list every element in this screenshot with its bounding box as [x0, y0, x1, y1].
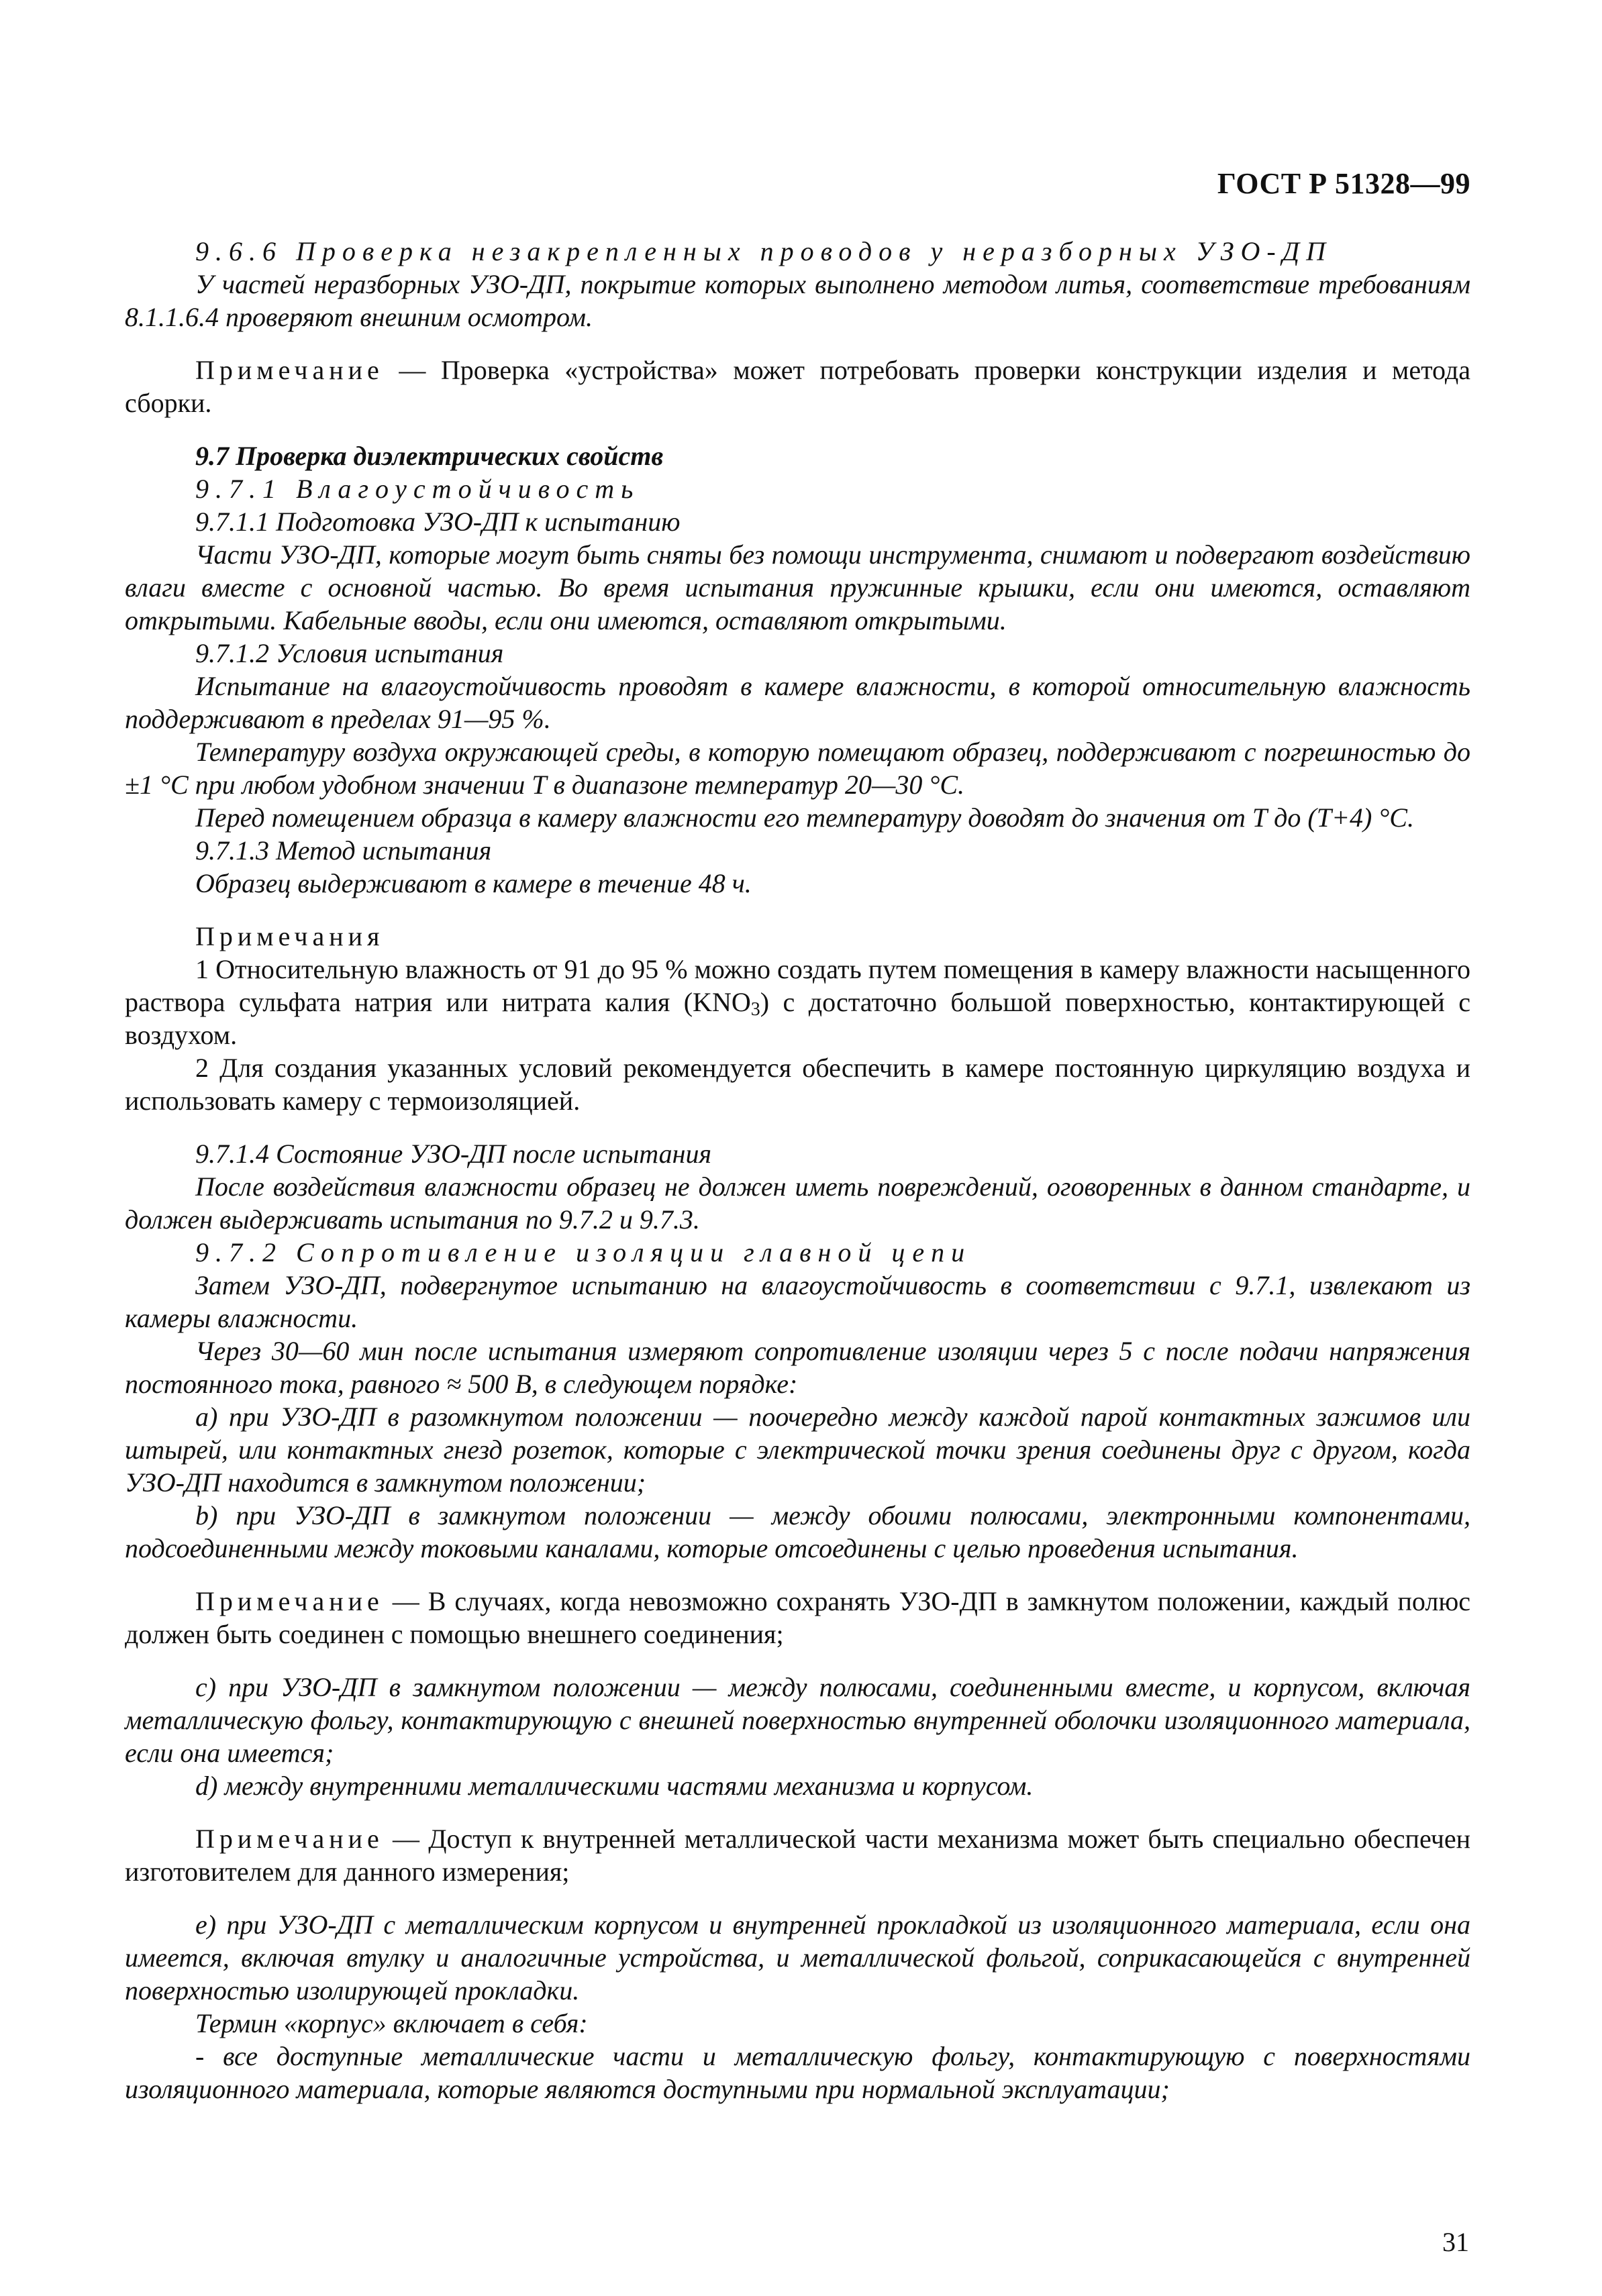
- notes-2-item-1: 1 Относительную влажность от 91 до 95 % можно создать путем помещения в камеру влажности насыщенного раствора сульфата натрия или нитрата калия $(KNO_3)$ с достаточно большой поверхностью, контактирующей с воздухом.: [125, 954, 1470, 1050]
- section-9-7-1-2-title: 9.7.1.2 Условия испытания: [195, 638, 504, 668]
- section-9-7-2-p2: Через 30—60 мин после испытания измеряют сопротивление изоляции через 5 с после подачи напряжения постоянного тока, равного ≈ 500 В, в следующем порядке:: [125, 1336, 1470, 1399]
- section-9-7-1-3-body: Образец выдерживают в камере в течение 48 ч.: [195, 868, 752, 898]
- section-9-6-6-body: У частей неразборных УЗО-ДП, покрытие которых выполнено методом литья, соответствие требованиям 8.1.1.6.4 проверяют внешним осмотром.: [125, 269, 1470, 332]
- document-body: [125, 235, 1470, 2105]
- section-9-7-1-1-body: Части УЗО-ДП, которые могут быть сняты без помощи инструмента, снимают и подвергают воздействию влаги вместе с основной частью. Во время испытания пружинные крышки, если они имеются, оставляют открытыми. Кабельные вводы, если они имеются, оставляют открытыми.: [125, 539, 1470, 635]
- note-4: [125, 1822, 1470, 1888]
- term-housing: Термин «корпус» включает в себя:: [195, 2008, 588, 2038]
- note-text: — Доступ к внутренней металлической части механизма может быть специально обеспечен изготовителем для данного измерения;: [125, 1824, 1471, 1887]
- section-9-7-2-item-b: b) при УЗО-ДП в замкнутом положении — между обоими полюсами, электронными компонентами, подсоединенными между токовыми каналами, которые отсоединены с целью проведения испытания.: [125, 1500, 1470, 1563]
- section-9-6-6-title: 9.6.6 Проверка незакрепленных проводов у неразборных УЗО-ДП: [195, 236, 1332, 266]
- note-label: Примечание: [195, 1824, 384, 1854]
- note-text: — Проверка «устройства» может потребовать проверки конструкции изделия и метода сборки.: [125, 355, 1471, 418]
- section-9-7-2-item-c: c) при УЗО-ДП в замкнутом положении — между полюсами, соединенными вместе, и корпусом, включая металлическую фольгу, контактирующую с внешней поверхностью внутренней оболочки изоляционного материала, если она имеется;: [125, 1672, 1470, 1768]
- section-9-7-1-4-title: 9.7.1.4 Состояние УЗО-ДП после испытания: [195, 1139, 712, 1169]
- note-1: [125, 354, 1470, 419]
- notes-2-item-2: 2 Для создания указанных условий рекомендуется обеспечить в камере постоянную циркуляцию воздуха и использовать камеру с термоизоляцией.: [125, 1053, 1470, 1116]
- section-9-7-2-p1: Затем УЗО-ДП, подвергнутое испытанию на влагоустойчивость в соответствии с 9.7.1, извлекают из камеры влажности.: [125, 1270, 1470, 1333]
- section-9-7-2-title: 9.7.2 Сопротивление изоляции главной цепи: [195, 1237, 972, 1267]
- section-9-7-1-2-p3: Перед помещением образца в камеру влажности его температуру доводят до значения от Т до (Т+4) °С.: [195, 802, 1414, 833]
- term-housing-dash-1: - все доступные металлические части и металлическую фольгу, контактирующую с поверхностями изоляционного материала, которые являются доступными при нормальной эксплуатации;: [125, 2041, 1470, 2104]
- note-text: — В случаях, когда невозможно сохранять УЗО-ДП в замкнутом положении, каждый полюс должен быть соединен с помощью внешнего соединения;: [125, 1586, 1470, 1649]
- document-code-header: ГОСТ Р 51328—99: [1217, 167, 1470, 200]
- section-9-7-1-4-body: После воздействия влажности образец не должен иметь повреждений, оговоренных в данном стандарте, и должен выдерживать испытания по 9.7.2 и 9.7.3.: [125, 1171, 1470, 1235]
- section-9-7-1-title: 9.7.1 Влагоустойчивость: [195, 474, 640, 504]
- page-number: 31: [1442, 2227, 1469, 2257]
- section-9-7-2-item-d: d) между внутренними металлическими частями механизма и корпусом.: [195, 1771, 1034, 1801]
- note-label: Примечание: [195, 355, 384, 385]
- section-9-7-1-2-p2: Температуру воздуха окружающей среды, в которую помещают образец, поддерживают с погрешностью до ±1 °С при любом удобном значении Т в диапазоне температур 20—30 °С.: [125, 737, 1470, 800]
- note-3: [125, 1585, 1470, 1651]
- note-label: Примечание: [195, 1586, 384, 1616]
- section-9-7-2-item-a: a) при УЗО-ДП в разомкнутом положении — поочередно между каждой парой контактных зажимов или штырей, или контактных гнезд розеток, которые с электрической точки зрения соединены друг с другом, когда УЗО-ДП находится в замкнутом положении;: [125, 1402, 1470, 1498]
- section-9-7-1-1-title: 9.7.1.1 Подготовка УЗО-ДП к испытанию: [195, 507, 681, 537]
- notes-2-label: Примечания: [195, 921, 385, 951]
- section-9-7-1-3-title: 9.7.1.3 Метод испытания: [195, 835, 492, 866]
- section-9-7-title: 9.7 Проверка диэлектрических свойств: [195, 441, 664, 471]
- section-9-7-2-item-e: e) при УЗО-ДП с металлическим корпусом и внутренней прокладкой из изоляционного материала, если она имеется, включая втулку и аналогичные устройства, и металлической фольгой, соприкасающейся с внутренней поверхностью изолирующей прокладки.: [125, 1910, 1470, 2005]
- section-9-7-1-2-p1: Испытание на влагоустойчивость проводят в камере влажности, в которой относительную влажность поддерживают в пределах 91—95 %.: [125, 671, 1470, 734]
